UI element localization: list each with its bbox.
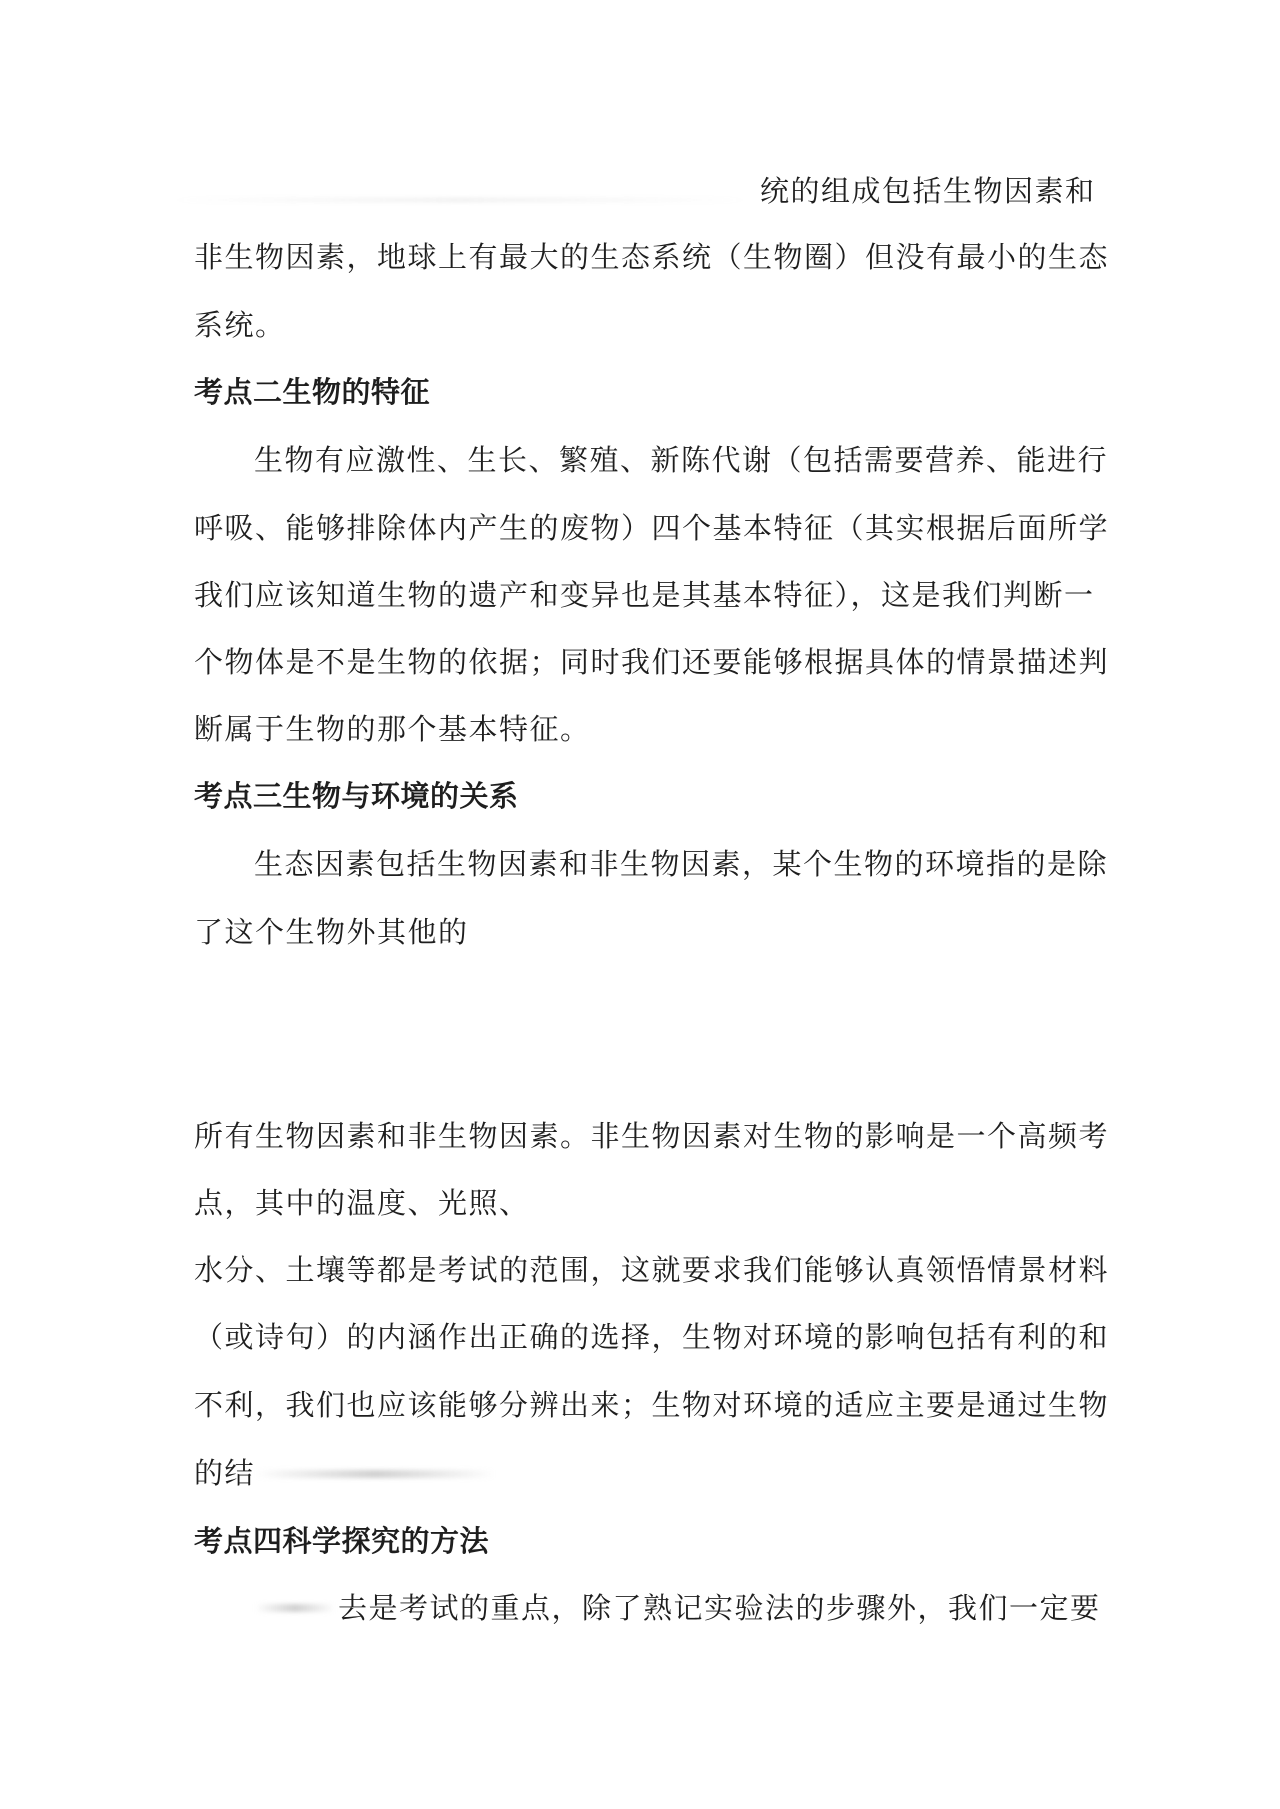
paragraph-line: 个物体是不是生物的依据；同时我们还要能够根据具体的情景描述判 (194, 645, 1110, 679)
paragraph-line: 呼吸、能够排除体内产生的废物）四个基本特征（其实根据后面所学 (194, 511, 1110, 545)
paragraph-line: 去是考试的重点，除了熟记实验法的步骤外，我们一定要 (338, 1591, 1101, 1625)
faded-smudge (170, 198, 750, 202)
section-heading: 考点三生物与环境的关系 (194, 779, 519, 813)
section-heading: 考点二生物的特征 (194, 375, 431, 409)
faded-smudge (255, 1604, 335, 1612)
top-fragment: 统的组成包括生物因素和 (760, 174, 1096, 208)
paragraph-line: 非生物因素，地球上有最大的生态系统（生物圈）但没有最小的生态 (194, 240, 1110, 274)
faded-smudge (255, 1470, 495, 1478)
paragraph-line: 水分、土壤等都是考试的范围，这就要求我们能够认真领悟情景材料 (194, 1253, 1110, 1287)
paragraph-line: 点，其中的温度、光照、 (194, 1186, 530, 1220)
paragraph-line: 所有生物因素和非生物因素。非生物因素对生物的影响是一个高频考 (194, 1119, 1110, 1153)
paragraph-line: 断属于生物的那个基本特征。 (194, 712, 591, 746)
paragraph-line: 的结 (194, 1456, 256, 1490)
paragraph-line: 生物有应激性、生长、繁殖、新陈代谢（包括需要营养、能进行 (254, 443, 1109, 477)
paragraph-line: 生态因素包括生物因素和非生物因素，某个生物的环境指的是除 (254, 847, 1109, 881)
paragraph-line: （或诗句）的内涵作出正确的选择，生物对环境的影响包括有利的和 (194, 1320, 1110, 1354)
paragraph-line: 了这个生物外其他的 (194, 915, 469, 949)
paragraph-line: 不利，我们也应该能够分辨出来；生物对环境的适应主要是通过生物 (194, 1388, 1110, 1422)
paragraph-line: 我们应该知道生物的遗产和变异也是其基本特征），这是我们判断一 (194, 578, 1095, 612)
section-heading: 考点四科学探究的方法 (194, 1524, 490, 1558)
paragraph-line: 系统。 (194, 308, 286, 342)
